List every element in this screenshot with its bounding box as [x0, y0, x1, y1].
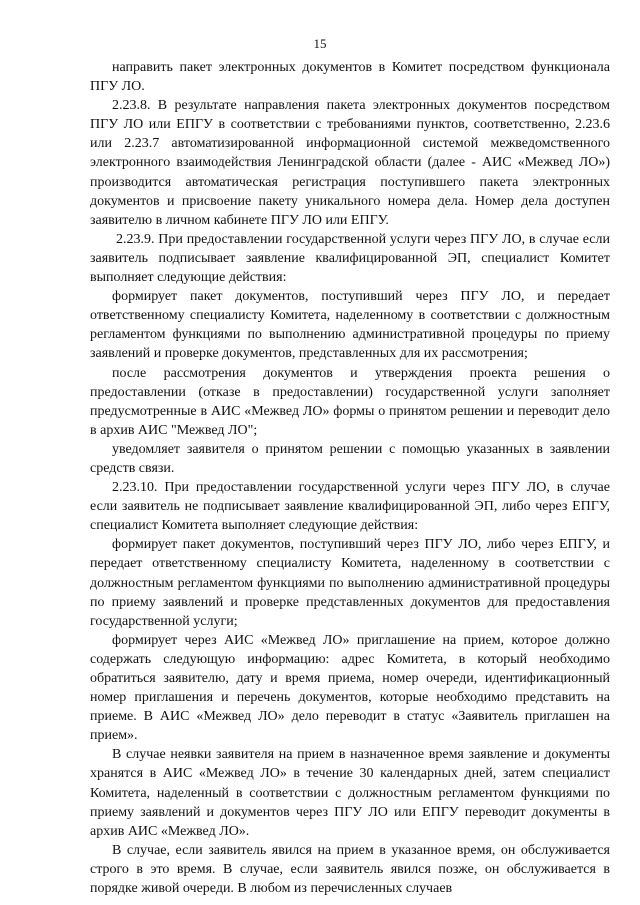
paragraph-on-time: В случае, если заявитель явился на прием в указанное время, он обслуживается строго в это время. В случае, если заявитель явился позже, он обслуживается в порядке живой очереди. В любом из перечисленных случаев	[90, 842, 610, 897]
paragraph-no-show: В случае неявки заявителя на прием в назначенное время заявление и документы хранятся в АИС «Межвед ЛО» в течение 30 календарных дней, затем специалист Комитета, наделенный в соответствии с должностным регламентом функциями по приему заявлений и документов через ПГУ ЛО или ЕПГУ переводит документы в архив АИС «Межвед ЛО».	[90, 747, 610, 839]
paragraph-forms-package: формирует пакет документов, поступивший через ПГУ ЛО, и передает ответственному специалисту Комитета, наделенному в соответствии с должностным регламентом функциями по выполнению административной процедуры по приему заявлений и проверке документов, представленных для их рассмотрения;	[90, 289, 610, 362]
paragraph-2-23-10: 2.23.10. При предоставлении государственной услуги через ПГУ ЛО, в случае если заявитель не подписывает заявление квалифицированной ЭП, либо через ЕПГУ, специалист Комитета выполняет следующие действия:	[90, 480, 610, 534]
page-number: 15	[313, 36, 327, 51]
paragraph-2-23-8: 2.23.8. В результате направления пакета электронных документов посредством ПГУ ЛО или ЕПГУ в соответствии с требованиями пунктов, соответственно, 2.23.6 или 2.23.7 автоматизированной информационной системой межведомственного электронного взаимодействия Ленинградской области (далее - АИС «Межвед ЛО») производится автоматическая регистрация поступившего пакета электронных документов и присвоение пакету уникального номера дела. Номер дела доступен заявителю в личном кабинете ПГУ ЛО или ЕПГУ.	[90, 98, 610, 228]
paragraph-2-23-9: 2.23.9. При предоставлении государственной услуги через ПГУ ЛО, в случае если заявитель подписывает заявление квалифицированной ЭП, специалист Комитет выполняет следующие действия:	[90, 231, 610, 286]
paragraph-invitation: формирует через АИС «Межвед ЛО» приглашение на прием, которое должно содержать следующую информацию: адрес Комитета, в который необходимо обратиться заявителю, дату и время приема, номер очереди, идентификационный номер приглашения и перечень документов, которые необходимо представить на приеме. В АИС «Межвед ЛО» дело переводит в статус «Заявитель приглашен на прием».	[90, 632, 610, 744]
paragraph-submit-package: направить пакет электронных документов в Комитет посредством функционала ПГУ ЛО.	[90, 60, 610, 95]
paragraph-notifies-applicant: уведомляет заявителя о принятом решении с помощью указанных в заявлении средств связи.	[90, 441, 610, 476]
paragraph-forms-package-epgu: формирует пакет документов, поступивший через ПГУ ЛО, либо через ЕПГУ, и передает ответственному специалисту Комитета, наделенному в соответствии с должностным регламентом функциями по выполнению административной процедуры по приему заявлений и проверке представленных документов для предоставления государственной услуги;	[90, 537, 610, 629]
paragraph-after-review: после рассмотрения документов и утверждения проекта решения о предоставлении (отказе в предоставлении) государственной услуги заполняет предусмотренные в АИС «Межвед ЛО» формы о принятом решении и переводит дело в архив АИС "Межвед ЛО";	[90, 365, 610, 438]
document-body	[90, 58, 610, 898]
